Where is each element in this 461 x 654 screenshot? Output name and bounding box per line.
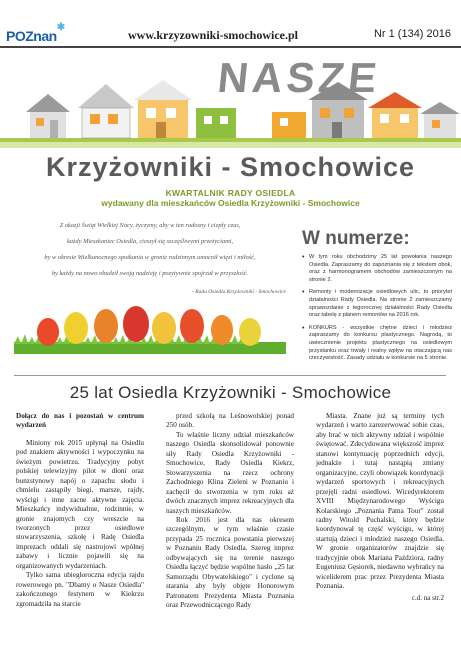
greeting-line: by w okresie Wielkanocnego spotkania w gronie rodzinnym umocnił więzi i miłość, [44,254,256,261]
list-item: • KONKURS - wszystkie chętne dzieci i młodzież zapraszamy do konkursu plastycznego. Nagrodą, to uwiecznienie projektu plastycznego na osiedlowym przystanku oraz trwały i realny wpływ na otaczającą nas rzeczywistość. Zasady udziału w konkursie na 5 stronie. [302,325,452,363]
article-column-3 [316,412,444,603]
in-this-issue-list [302,254,452,368]
paragraph: To właśnie liczny udział mieszkańców naszego Osiedla skonsolidował ponownie siły Rady Osiedla Krzyżowniki - Smochowice, Rady Osiedla Kiekrz, Stowarzyszenia na rzecz ochrony Zachodniego Klina Zieleni w Poznaniu i zachęcił do stworzenia w tym roku aż dwóch znacznych imprez rekreacyjnych dla naszych mieszkańców. [166,430,294,515]
masthead-title: Krzyżowniki - Smochowice [45,152,416,182]
greeting-line: każdy Mieszkaniec Osiedla, cieszył się szczęśliwymi przeżyciami, [66,238,234,245]
paragraph: przed szkołą na Leśnowolskiej ponad 250 osób. [166,412,294,430]
star-icon: ✱ [56,22,65,33]
masthead-subtitle-2: wydawany dla mieszkańców Osiedla Krzyżowniki - Smochowice [101,198,360,208]
article-lead: Dołącz do nas i pozostań w centrum wydarzeń [16,412,144,430]
poznan-logo: POZnan ✱ [6,22,65,44]
masthead-subtitle: KWARTALNIK RADY OSIEDLA [165,188,296,198]
paragraph: Miniony rok 2015 upłynął na Osiedlu pod znakiem aktywności i wypoczynku na świeżym powietrzu. Tradycyjny pobyt polskiej telewizyjny pilot w dłoni oraz bunzstynowy napój o zapachu słodu i chmielu zastąpiły biegi, marsze, rajdy, wyścigi i inne zacne aktywne zajęcia. Mieszkańcy indywidualnie, rodzinnie, w gronie znajomych czy wreszcie na tworzonych przez osiedlowe stowarzyszenia, szkołę i Radę Osiedla imprezach oddali się nastrojowi wpółnej zabawy i licznie pojawili się na organizowanych wydarzeniach. [16,438,144,570]
article-headline: 25 lat Osiedla Krzyżowniki - Smochowice [69,383,392,402]
easter-greeting [14,218,286,300]
greeting-line: by każdy na nowo obudził swoją nadzieję i pozytywnie spojrzał w przyszłość. [51,270,249,277]
article-column-2 [166,412,294,611]
easter-eggs-image [14,302,286,354]
section-divider [14,375,446,376]
article-column-1 [16,412,144,609]
list-item: • Remonty i modernizacje osiedlowych ulic, to priorytet działalności Rady Osiedla. Na stronie 2 zamieszczamy sprawozdanie z tegorocznej działalności Rady Osiedla oraz tabelę z planem remontów na 2016 rok. [302,289,452,319]
article-body [16,412,446,648]
paragraph: Tylko sama ubiegłoroczna edycja rajdu rowerowego pn. "Dbamy o Nasze Osiedla" zakończonego festynem w Kiekrzu zgromadziła na starcie [16,571,144,608]
continued-on-link[interactable]: c.d. na str.2 [411,593,444,602]
in-this-issue-title: W numerze: [302,228,410,249]
top-bar [0,0,461,46]
greeting-line: Z okazji Świąt Wielkiej Nocy, życzymy, aby w ten radosny i ciepły czas, [59,222,241,229]
site-url[interactable]: www.krzyzowniki-smochowice.pl [128,28,298,42]
issue-number: Nr 1 (134) 2016 [373,28,451,40]
greeting-signature: - Rada Osiedla Krzyżowniki - Smochowice [192,289,286,295]
paragraph: Rok 2016 jest dla nas okresem szczególnym, w tym właśnie czasie przypada 25 rocznica powstania pierwszej w Poznaniu Rady Osiedla. Szereg imprez odbywających się na terenie naszego Osiedla łączyć będzie wspólne hasło „25 lat Samorządu Obywatelskiego" i cyclone są starania aby były objęte Honorowym Patronatem Prezydenta Miasta Poznania oraz Przewodniczącego Rady [166,515,294,610]
list-item: • W tym roku obchodzimy 25 lat powołania naszego Osiedla. Zapraszamy do zapoznania się z tekstem obok, oraz z harmonogramem obchodów zamieszczonym na stronie 2. [302,254,452,284]
header-rule [0,46,461,48]
paragraph: Miasta. Znane już są terminy tych wydarzeń i warto zarezerwować sobie czas, aby brać w nich aktywny udział i wspólnie świętować. Zdecydowana większość imprez stanowi kontynuację poprzednich edycji, jednakże i tutaj nastąpią zmiany organizacyjne, czyli obowiązek koordynacji wydarzeń sportowych i rekreacyjnych przejęli radni osiedlowi. Wicedyrektorem XVIII Międzynarodowego Wyścigu Kolarskiego „Poznania Pama Tour" został radny Witold Puchalski, który będzie koordynował tę część wyścigu, w której startują dzieci i młodzież naszego Osiedla. W gronie organizatorów znajdzie się tradycyjnie obok Mariana Paździora, radny Eugeniusz Gęsiorek, niedawno wybrańcy na wiceliderem prac przez Prezydenta Miasta Poznania. [316,412,444,591]
masthead-nasze: NASZE [215,54,383,101]
